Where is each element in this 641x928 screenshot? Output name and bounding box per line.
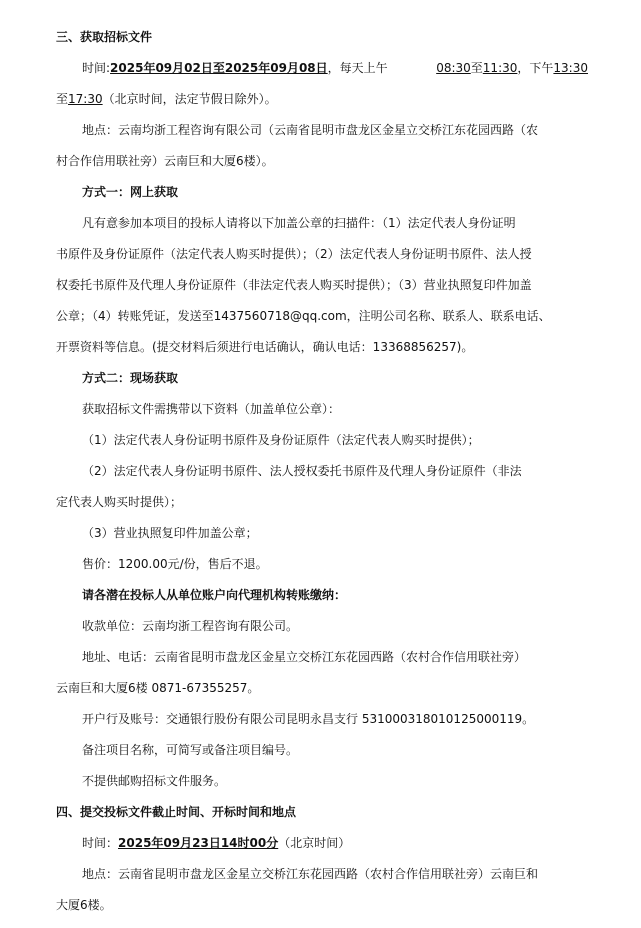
place-line-2: 村合作信用联社旁）云南巨和大厦6楼）。: [56, 154, 274, 168]
sec4-time-note: （北京时间）: [278, 836, 351, 850]
sec4-place-line-2: 大厦6楼。: [56, 898, 112, 912]
method-2-intro: 获取招标文件需携带以下资料（加盖单位公章）：: [82, 402, 341, 416]
remark-line: 备注项目名称，可简写或备注项目编号。: [82, 743, 299, 757]
to-1: 至: [470, 61, 483, 75]
method-2-item-2b: 定代表人购买时提供）；: [56, 495, 183, 509]
address-line-1: 地址、电话：云南省昆明市盘龙区金星立交桥江东花园西路（农村合作信用联社旁）: [82, 650, 527, 664]
sec4-time-value: 2025年09月23日14时00分: [118, 836, 279, 850]
address-line-2: 云南巨和大厦6楼 0871-67355257。: [56, 681, 260, 695]
no-mail-line: 不提供邮购招标文件服务。: [82, 774, 227, 788]
am-end: 11:30: [482, 61, 518, 75]
sec4-place-line-1: 地点：云南省昆明市盘龙区金星立交桥江东花园西路（农村合作信用联社旁）云南巨和: [82, 867, 539, 881]
pm-start: 13:30: [553, 61, 588, 75]
time-mid: ，每天上午: [327, 61, 388, 75]
to-2: 至: [56, 92, 69, 106]
pm-end: 17:30: [68, 92, 103, 106]
sec4-time-line: [82, 836, 350, 851]
sec3-time-line-2: [56, 92, 277, 107]
method-2-item-3: （3）营业执照复印件加盖公章；: [82, 526, 258, 540]
method-1-line-5: 开票资料等信息。(提交材料后须进行电话确认，确认电话：13368856257)。: [56, 340, 474, 354]
sec3-time-line: [82, 61, 588, 76]
section-4-heading: 四、提交投标文件截止时间、开标时间和地点: [56, 805, 297, 819]
time-range: 2025年09月02日至2025年09月08日: [110, 61, 328, 75]
time-label: 时间:: [82, 61, 111, 75]
am-start: 08:30: [436, 61, 471, 75]
pm-label: ，下午: [517, 61, 554, 75]
bank-line: 开户行及账号：交通银行股份有限公司昆明永昌支行 531000318010125000119。: [82, 712, 535, 726]
method-2-item-1: （1）法定代表人身份证明书原件及身份证原件（法定代表人购买时提供）；: [82, 433, 480, 447]
method-1-line-2: 书原件及身份证原件（法定代表人购买时提供）；（2）法定代表人身份证明书原件、法人授: [56, 247, 532, 261]
payee-line: 收款单位：云南均浙工程咨询有限公司。: [82, 619, 299, 633]
sec4-time-label: 时间：: [82, 836, 119, 850]
method-1-line-1: 凡有意参加本项目的投标人请将以下加盖公章的扫描件：（1）法定代表人身份证明: [82, 216, 516, 230]
method-2-title: 方式二：现场获取: [82, 371, 179, 385]
price-line: 售价：1200.00元/份，售后不退。: [82, 557, 268, 571]
section-3-heading: 三、获取招标文件: [56, 30, 153, 44]
transfer-title: 请各潜在投标人从单位账户向代理机构转账缴纳：: [82, 588, 347, 602]
method-1-line-3: 权委托书原件及代理人身份证原件（非法定代表人购买时提供）；（3）营业执照复印件加盖: [56, 278, 532, 292]
method-1-title: 方式一：网上获取: [82, 185, 179, 199]
time-note: （北京时间，法定节假日除外）。: [102, 92, 277, 106]
method-2-item-2a: （2）法定代表人身份证明书原件、法人授权委托书原件及代理人身份证原件（非法: [82, 464, 522, 478]
method-1-line-4: 公章；（4）转账凭证，发送至1437560718@qq.com，注明公司名称、联系人、联系电话、: [56, 309, 551, 323]
place-line-1: 地点：云南均浙工程咨询有限公司（云南省昆明市盘龙区金星立交桥江东花园西路（农: [82, 123, 539, 137]
